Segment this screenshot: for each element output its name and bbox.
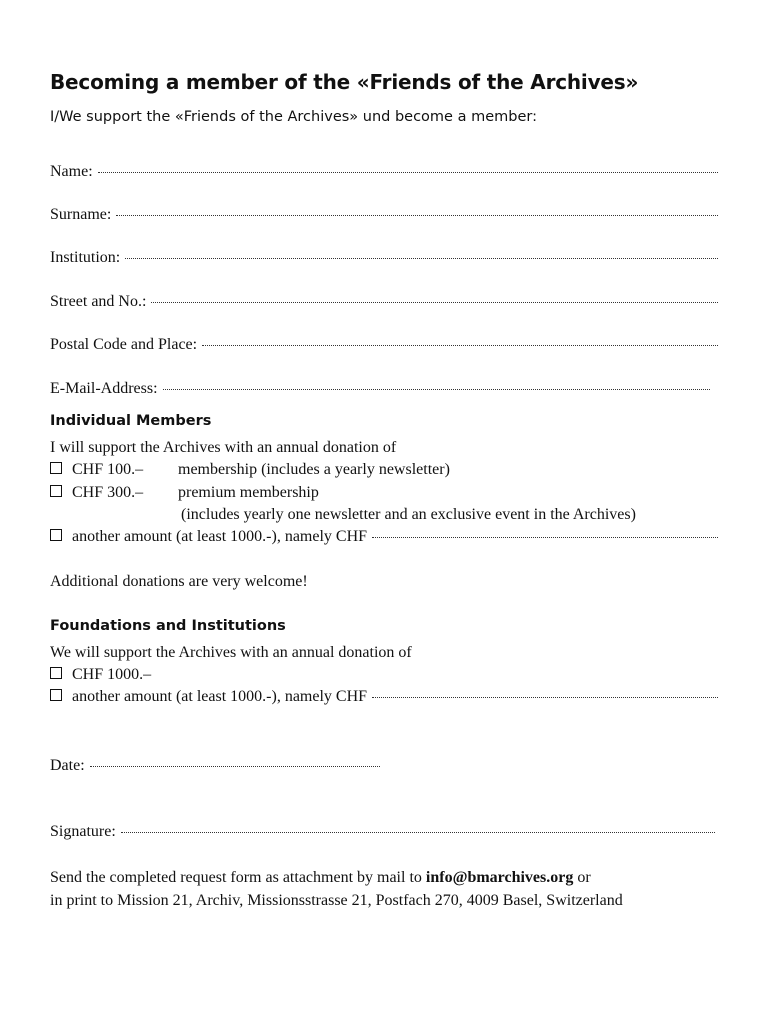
email-dotted-line[interactable]: [163, 389, 710, 390]
individual-option-other[interactable]: [50, 528, 718, 546]
surname-field[interactable]: [50, 206, 718, 226]
foundations-heading: Foundations and Institutions: [50, 618, 286, 634]
checkbox-icon[interactable]: [50, 529, 62, 541]
send-line-1: [50, 866, 623, 889]
send-line-2: in print to Mission 21, Archiv, Missionsstrasse 21, Postfach 270, 4009 Basel, Switzerland: [50, 892, 623, 909]
date-dotted-line[interactable]: [90, 766, 380, 767]
date-label: Date:: [50, 757, 85, 774]
signature-field[interactable]: [50, 823, 715, 843]
foundations-intro: We will support the Archives with an annual donation of: [50, 644, 412, 661]
option-description: premium membership: [178, 484, 319, 501]
surname-label: Surname:: [50, 206, 112, 223]
other-amount-dotted-line[interactable]: [372, 537, 718, 538]
name-label: Name:: [50, 163, 93, 180]
send-instructions: [50, 866, 623, 912]
individual-members-heading: Individual Members: [50, 413, 212, 429]
email-field[interactable]: [50, 380, 710, 400]
name-field[interactable]: [50, 163, 718, 183]
foundations-option-other[interactable]: [50, 688, 718, 706]
form-title: Becoming a member of the «Friends of the Archives»: [50, 70, 639, 94]
institution-dotted-line[interactable]: [125, 258, 718, 259]
option-other-label: another amount (at least 1000.-), namely CHF: [72, 688, 368, 705]
individual-option-300[interactable]: [50, 484, 319, 502]
postal-label: Postal Code and Place:: [50, 336, 198, 353]
form-subtitle: I/We support the «Friends of the Archives» und become a member:: [50, 109, 537, 125]
additional-donations-note: Additional donations are very welcome!: [50, 573, 308, 590]
surname-dotted-line[interactable]: [116, 215, 718, 216]
email-label: E-Mail-Address:: [50, 380, 158, 397]
send-suffix: or: [577, 869, 591, 886]
individual-option-100[interactable]: [50, 461, 450, 479]
send-prefix: Send the completed request form as attachment by mail to: [50, 869, 422, 886]
checkbox-icon[interactable]: [50, 667, 62, 679]
email-link[interactable]: info@bmarchives.org: [425, 869, 574, 886]
street-label: Street and No.:: [50, 293, 147, 310]
institution-label: Institution:: [50, 249, 121, 266]
signature-dotted-line[interactable]: [121, 832, 715, 833]
postal-dotted-line[interactable]: [202, 345, 718, 346]
foundations-option-1000[interactable]: [50, 666, 151, 684]
signature-label: Signature:: [50, 823, 116, 840]
other-amount-dotted-line[interactable]: [372, 697, 718, 698]
date-field[interactable]: [50, 757, 380, 777]
institution-field[interactable]: [50, 249, 718, 269]
checkbox-icon[interactable]: [50, 689, 62, 701]
option-amount: CHF 1000.–: [72, 666, 152, 683]
option-amount: CHF 100.–: [72, 461, 144, 478]
option-amount: CHF 300.–: [72, 484, 144, 501]
option-description: membership (includes a yearly newsletter): [178, 461, 450, 478]
name-dotted-line[interactable]: [98, 172, 718, 173]
individual-intro: I will support the Archives with an annual donation of: [50, 439, 397, 456]
street-dotted-line[interactable]: [151, 302, 718, 303]
postal-field[interactable]: [50, 336, 718, 356]
checkbox-icon[interactable]: [50, 485, 62, 497]
checkbox-icon[interactable]: [50, 462, 62, 474]
street-field[interactable]: [50, 293, 718, 313]
option-other-label: another amount (at least 1000.-), namely CHF: [72, 528, 368, 545]
option-300-details: (includes yearly one newsletter and an exclusive event in the Archives): [181, 506, 636, 523]
